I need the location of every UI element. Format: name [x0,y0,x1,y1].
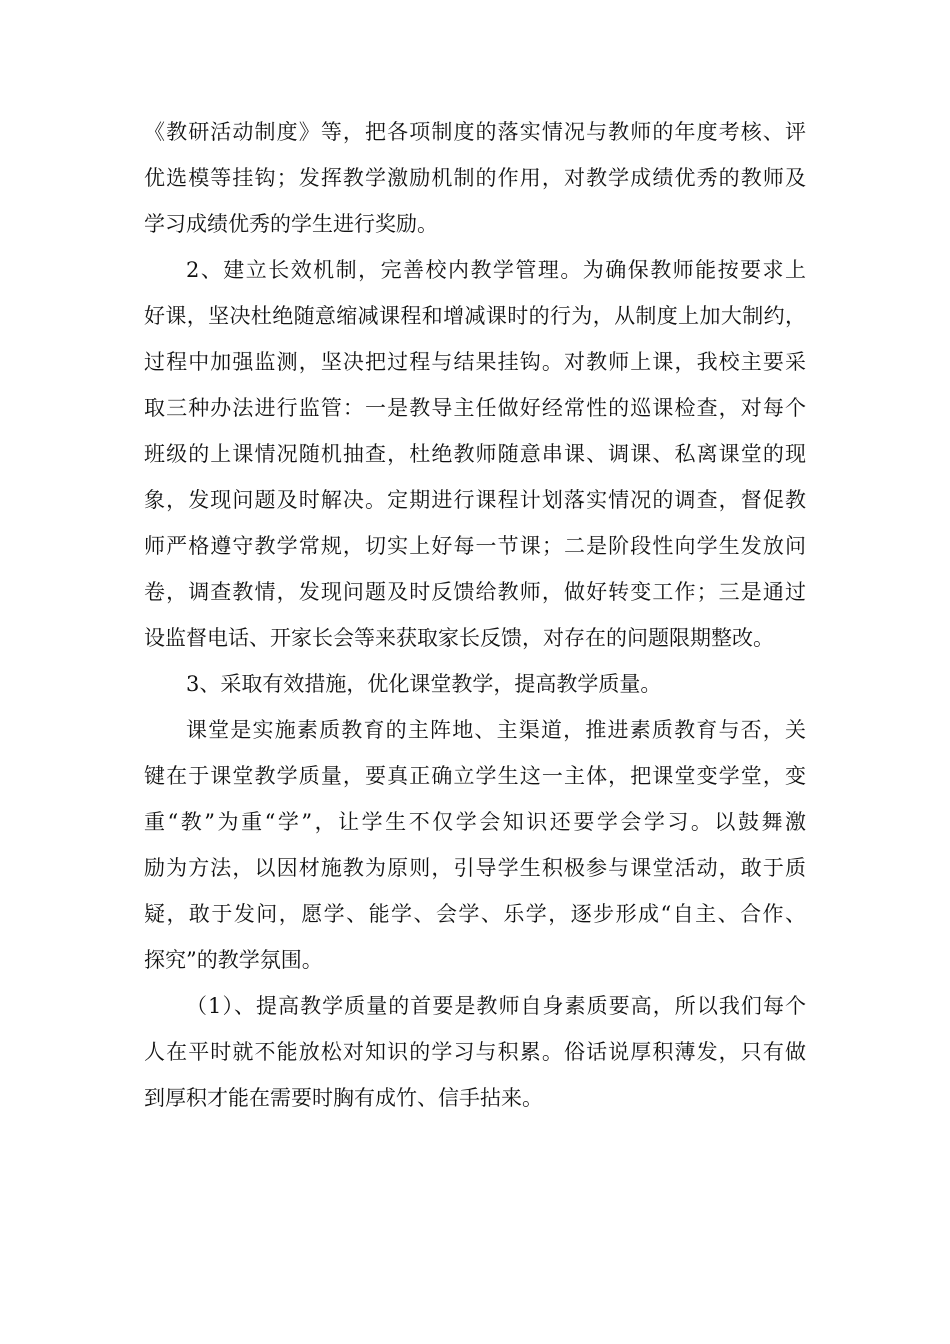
text-line-21: 人在平时就不能放松对知识的学习与积累。俗话说厚积薄发，只有做 [144,1040,806,1064]
text-line-9: 象，发现问题及时解决。定期进行课程计划落实情况的调查，督促教 [144,488,806,512]
text-line-11: 卷，调查教情，发现问题及时反馈给教师，做好转变工作；三是通过 [144,580,806,604]
text-line-4: 2、建立长效机制，完善校内教学管理。为确保教师能按要求上 [186,258,806,282]
document-page [144,109,806,1121]
text-line-16: 重“教”为重“学”，让学生不仅学会知识还要学会学习。以鼓舞激 [144,810,806,834]
text-line-17: 励为方法，以因材施教为原则，引导学生积极参与课堂活动，敢于质 [144,856,806,880]
text-line-20: （1）、提高教学质量的首要是教师自身素质要高，所以我们每个 [186,994,806,1018]
text-line-19: 探究”的教学氛围。 [144,948,323,972]
text-line-18: 疑，敢于发问，愿学、能学、会学、乐学，逐步形成“自主、合作、 [144,902,806,926]
text-line-14: 课堂是实施素质教育的主阵地、主渠道，推进素质教育与否，关 [186,718,806,742]
text-line-1: 《教研活动制度》等，把各项制度的落实情况与教师的年度考核、评 [144,120,806,144]
text-line-6: 过程中加强监测，坚决把过程与结果挂钩。对教师上课，我校主要采 [144,350,806,374]
text-line-2: 优选模等挂钩；发挥教学激励机制的作用，对教学成绩优秀的教师及 [144,166,806,190]
text-line-15: 键在于课堂教学质量，要真正确立学生这一主体，把课堂变学堂，变 [144,764,806,788]
text-line-7: 取三种办法进行监管：一是教导主任做好经常性的巡课检查，对每个 [144,396,806,420]
text-line-12: 设监督电话、开家长会等来获取家长反馈，对存在的问题限期整改。 [144,626,774,650]
text-line-10: 师严格遵守教学常规，切实上好每一节课；二是阶段性向学生发放问 [144,534,806,558]
text-line-5: 好课，坚决杜绝随意缩减课程和增减课时的行为，从制度上加大制约， [144,304,806,328]
text-line-22: 到厚积才能在需要时胸有成竹、信手拈来。 [144,1086,543,1110]
text-line-8: 班级的上课情况随机抽查，杜绝教师随意串课、调课、私离课堂的现 [144,442,806,466]
text-line-13: 3、采取有效措施，优化课堂教学，提高教学质量。 [186,672,662,696]
text-line-3: 学习成绩优秀的学生进行奖励。 [144,212,438,236]
